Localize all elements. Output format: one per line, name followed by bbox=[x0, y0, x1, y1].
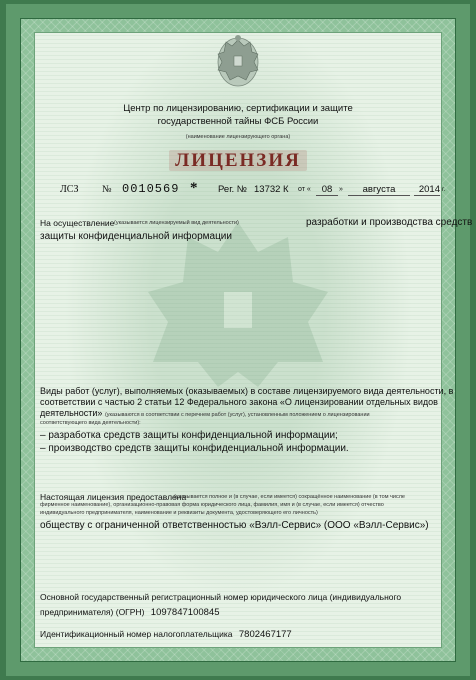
licensee-caption-3: индивидуального предпринимателя, наименование и реквизиты документа, удостоверяющего его личность) bbox=[40, 510, 318, 516]
license-sheet bbox=[6, 4, 473, 676]
licensee-caption-1: (указывается полное и (в случае, если имеется) сокращённое наименование (в том числе bbox=[174, 494, 405, 500]
works-caption-1: (указываются в соответствии с перечнем работ (услуг), установленным положением о лицензировании bbox=[104, 412, 370, 418]
reg-number: 13732 К bbox=[254, 184, 289, 195]
activity-value-line-2: защиты конфиденциальной информации bbox=[40, 231, 232, 242]
date-day-close: » bbox=[339, 186, 343, 193]
ornamental-border bbox=[20, 18, 473, 662]
date-year: 2014 bbox=[414, 184, 440, 196]
works-line-3-text: деятельности» bbox=[40, 408, 103, 418]
title-text: ЛИЦЕНЗИЯ bbox=[169, 150, 307, 171]
licensee-prefix: Настоящая лицензия предоставлена bbox=[40, 492, 187, 502]
issuer-name bbox=[34, 102, 442, 128]
activity-value-line-1: разработки и производства средств bbox=[306, 217, 473, 228]
ogrn-label: предпринимателя) (ОГРН) bbox=[40, 607, 145, 617]
series-label: ЛСЗ bbox=[60, 184, 79, 195]
issuer-caption: (наименование лицензирующего органа) bbox=[185, 134, 291, 140]
document-title bbox=[34, 150, 442, 172]
works-item-2: – производство средств защиты конфиденциальной информации. bbox=[40, 443, 349, 454]
activity-caption: (указывается лицензируемый вид деятельности) bbox=[114, 220, 239, 226]
date-month: августа bbox=[348, 184, 410, 196]
license-number: 0010569 bbox=[122, 182, 180, 196]
works-item-1: – разработка средств защиты конфиденциальной информации; bbox=[40, 430, 338, 441]
date-prefix: от « bbox=[298, 186, 311, 193]
inn-label: Идентификационный номер налогоплательщика bbox=[40, 629, 233, 639]
works-line-1: Виды работ (услуг), выполняемых (оказываемых) в составе лицензируемого вида деятельности, в bbox=[40, 386, 454, 396]
works-caption-2: соответствующего вида деятельности): bbox=[40, 420, 141, 426]
inn-row bbox=[40, 629, 292, 640]
ogrn-line-1: Основной государственный регистрационный номер юридического лица (индивидуального bbox=[40, 592, 402, 602]
date-day: 08 bbox=[316, 184, 338, 196]
issuer-line-2: государственной тайны ФСБ России bbox=[157, 116, 319, 127]
licensee-value: обществу с ограниченной ответственностью «Вэлл-Сервис» (ООО «Вэлл-Сервис») bbox=[40, 520, 429, 531]
date-year-suffix: г. bbox=[442, 187, 446, 193]
star-mark: * bbox=[190, 180, 198, 196]
ogrn-line-2 bbox=[40, 607, 219, 618]
coat-of-arms-icon bbox=[210, 30, 266, 90]
works-line-2: соответствии с частью 2 статьи 12 Федерального закона «О лицензировании отдельных видов bbox=[40, 397, 438, 407]
ogrn-value: 1097847100845 bbox=[150, 607, 220, 618]
reg-label: Рег. № bbox=[218, 184, 247, 195]
document-field bbox=[34, 32, 473, 648]
licensee-caption-2: фирменное наименование), организационно-правовая форма юридического лица, фамилия, имя и (в случае, если имеется) отчество bbox=[40, 502, 384, 508]
issuer-line-1: Центр по лицензированию, сертификации и защите bbox=[123, 103, 353, 114]
number-sign: № bbox=[102, 184, 112, 195]
activity-prefix: На осуществление bbox=[40, 218, 115, 228]
inn-value: 7802467177 bbox=[238, 629, 292, 640]
